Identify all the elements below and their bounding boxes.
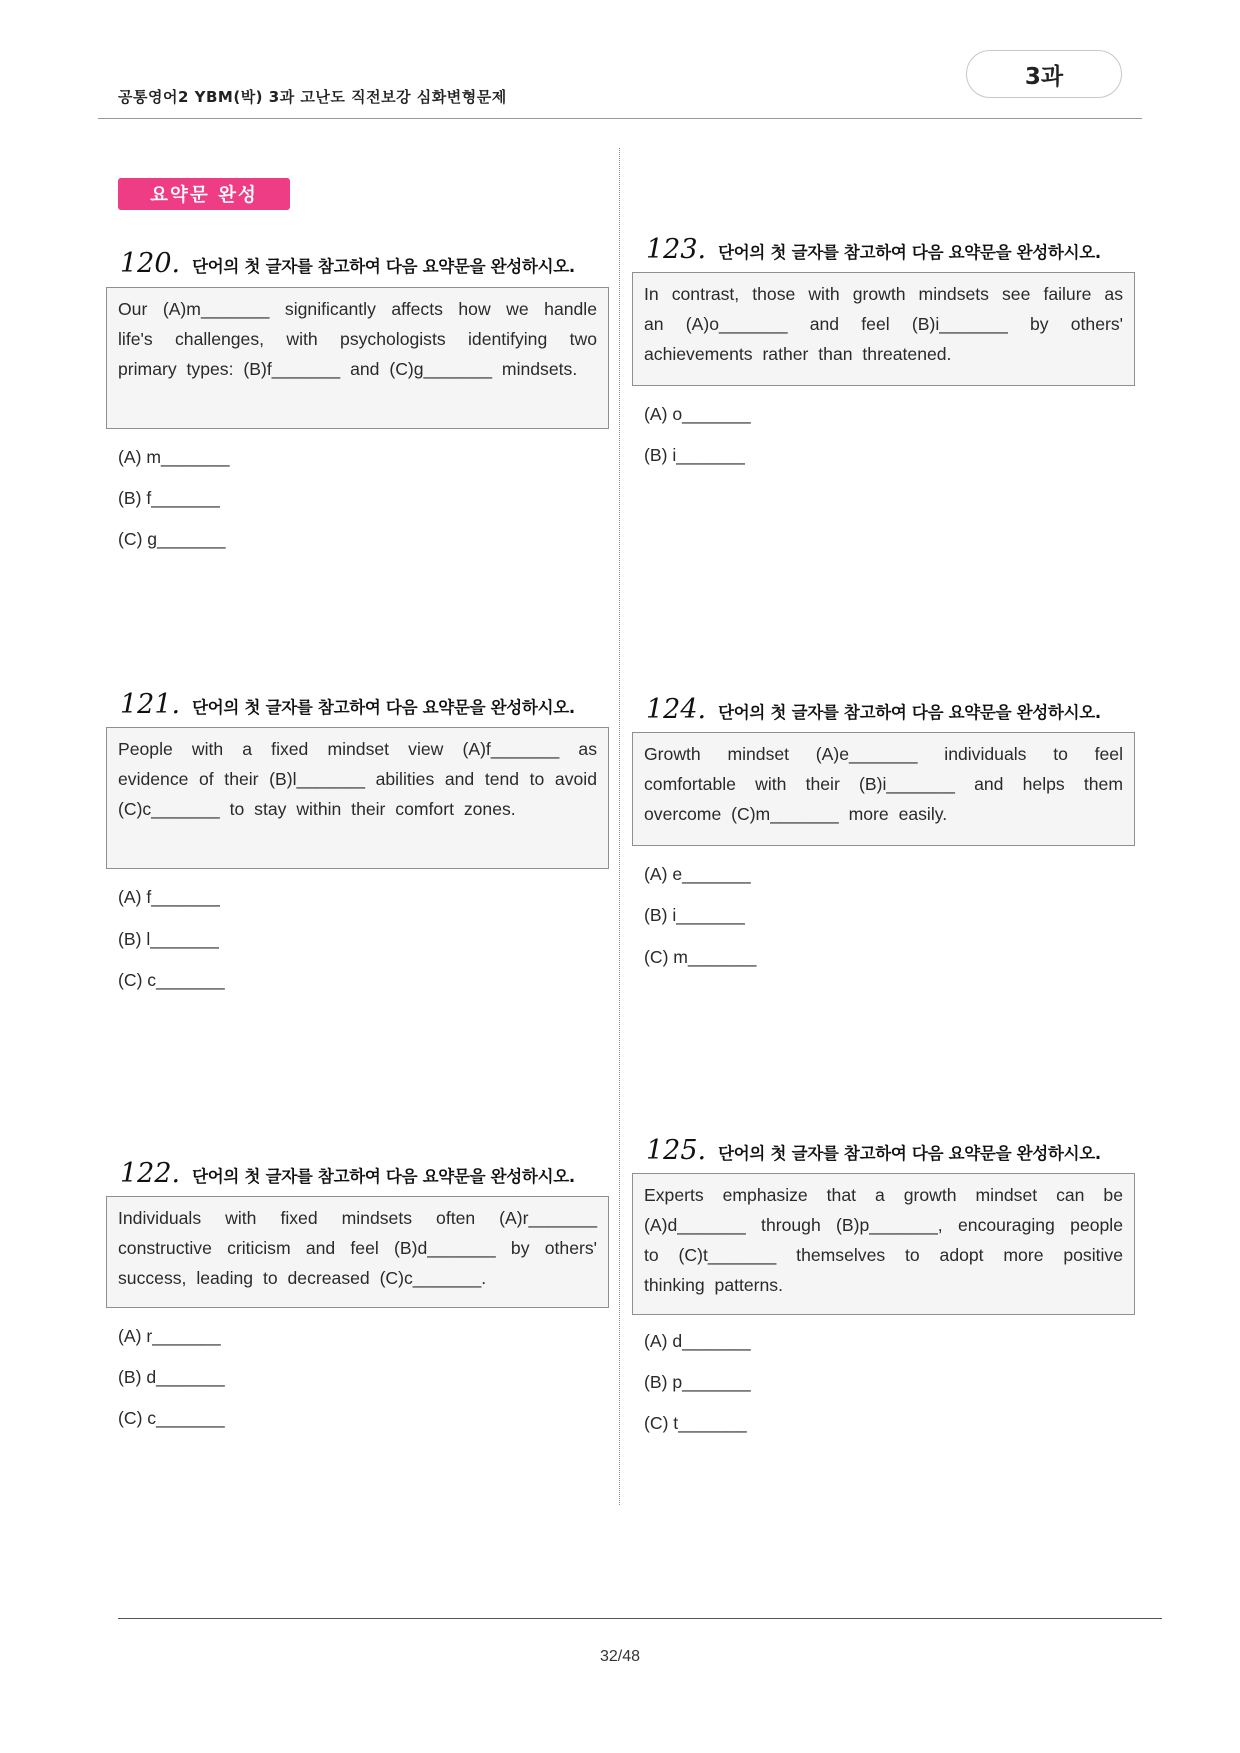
section-label: 요약문 완성 bbox=[118, 178, 290, 210]
answer-line: (C) t_______ bbox=[644, 1413, 747, 1433]
answer-line: (A) f_______ bbox=[118, 887, 220, 907]
answer-line: (B) i_______ bbox=[644, 905, 745, 925]
question-heading bbox=[646, 1135, 1101, 1166]
question-number: 124. bbox=[646, 694, 707, 725]
answer-line: (A) m_______ bbox=[118, 447, 230, 467]
summary-passage-box: People with a fixed mindset view (A)f_______ as evidence of their (B)l_______ abilities and tend to avoid (C)c_______ to stay within their comfort zones. bbox=[106, 727, 609, 869]
summary-passage-box: Our (A)m_______ significantly affects how we handle life's challenges, with psychologists identifying two primary types: (B)f_______ and (C)g_______ mindsets. bbox=[106, 287, 609, 429]
question-heading bbox=[646, 694, 1101, 725]
column-divider bbox=[619, 148, 620, 1505]
question-number: 120. bbox=[120, 248, 181, 279]
answer-line: (C) c_______ bbox=[118, 1408, 225, 1428]
document-header-title: 공통영어2 YBM(박) 3과 고난도 직전보강 심화변형문제 bbox=[118, 88, 507, 106]
answer-line: (C) c_______ bbox=[118, 970, 225, 990]
answer-line: (B) i_______ bbox=[644, 445, 745, 465]
question-number: 125. bbox=[646, 1135, 707, 1166]
question-instruction: 단어의 첫 글자를 참고하여 다음 요약문을 완성하시오. bbox=[192, 1167, 575, 1186]
answer-line: (C) g_______ bbox=[118, 529, 226, 549]
question-heading bbox=[120, 1158, 575, 1189]
page-number: 32/48 bbox=[599, 1648, 641, 1665]
question-number: 123. bbox=[646, 234, 707, 265]
answer-line: (A) e_______ bbox=[644, 864, 751, 884]
answer-line: (B) p_______ bbox=[644, 1372, 751, 1392]
question-heading bbox=[646, 234, 1101, 265]
question-number: 121. bbox=[120, 689, 181, 720]
footer-divider bbox=[118, 1618, 1162, 1619]
answer-line: (B) d_______ bbox=[118, 1367, 225, 1387]
summary-passage-box: Experts emphasize that a growth mindset can be (A)d_______ through (B)p_______, encouraging people to (C)t_______ themselves to adopt more positive thinking patterns. bbox=[632, 1173, 1135, 1315]
answer-line: (C) m_______ bbox=[644, 947, 757, 967]
header-divider bbox=[98, 118, 1142, 119]
question-instruction: 단어의 첫 글자를 참고하여 다음 요약문을 완성하시오. bbox=[192, 698, 575, 717]
summary-passage-box: Growth mindset (A)e_______ individuals to feel comfortable with their (B)i_______ and helps them overcome (C)m_______ more easily. bbox=[632, 732, 1135, 846]
answer-line: (B) f_______ bbox=[118, 488, 220, 508]
question-instruction: 단어의 첫 글자를 참고하여 다음 요약문을 완성하시오. bbox=[718, 703, 1101, 722]
lesson-badge: 3과 bbox=[966, 50, 1122, 98]
answer-line: (A) r_______ bbox=[118, 1326, 221, 1346]
answer-line: (A) o_______ bbox=[644, 404, 751, 424]
question-heading bbox=[120, 689, 575, 720]
answer-line: (A) d_______ bbox=[644, 1331, 751, 1351]
question-heading bbox=[120, 248, 575, 279]
question-instruction: 단어의 첫 글자를 참고하여 다음 요약문을 완성하시오. bbox=[718, 1144, 1101, 1163]
question-number: 122. bbox=[120, 1158, 181, 1189]
summary-passage-box: In contrast, those with growth mindsets see failure as an (A)o_______ and feel (B)i_______ by others' achievements rather than threatened. bbox=[632, 272, 1135, 386]
answer-line: (B) l_______ bbox=[118, 929, 219, 949]
question-instruction: 단어의 첫 글자를 참고하여 다음 요약문을 완성하시오. bbox=[718, 243, 1101, 262]
question-instruction: 단어의 첫 글자를 참고하여 다음 요약문을 완성하시오. bbox=[192, 257, 575, 276]
summary-passage-box: Individuals with fixed mindsets often (A)r_______ constructive criticism and feel (B)d_______ by others' success, leading to decreased (C)c_______. bbox=[106, 1196, 609, 1308]
